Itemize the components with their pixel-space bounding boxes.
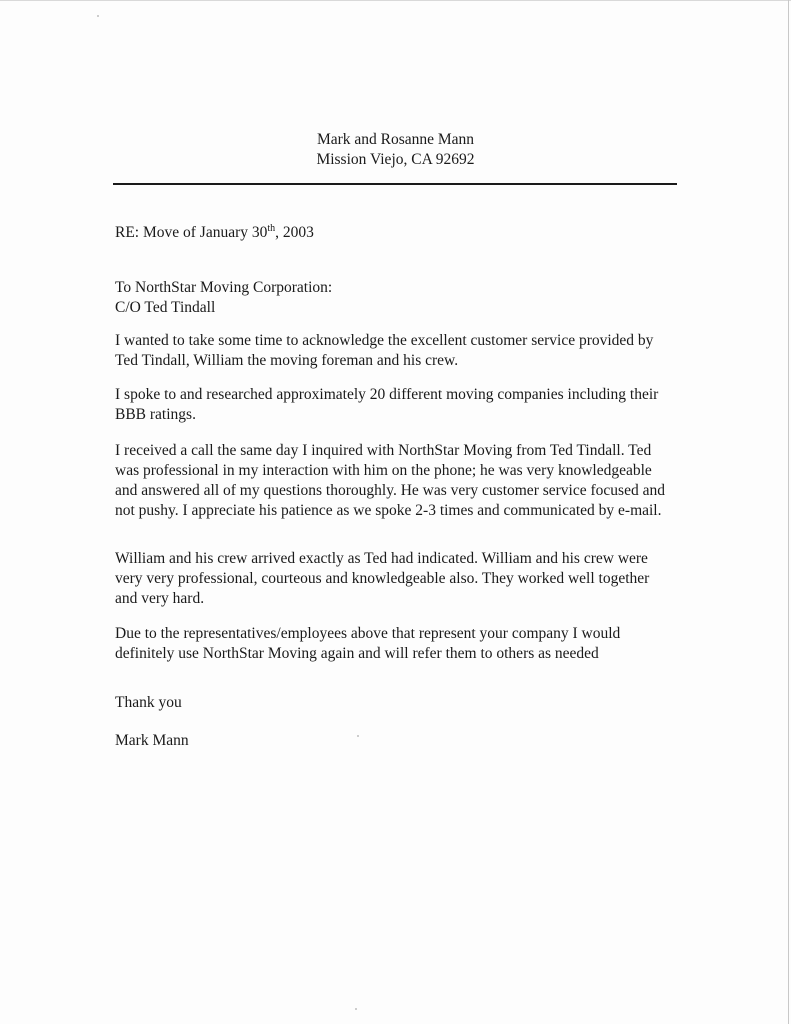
letterhead-address: Mission Viejo, CA 92692 [316, 151, 475, 168]
re-line [115, 223, 675, 243]
scan-edge-top [0, 0, 791, 1]
body-paragraph-2: I spoke to and researched approximately 20 different moving companies including their BBB ratings. [115, 386, 659, 423]
closing-thanks: Thank you [115, 694, 182, 711]
signature-name: Mark Mann [115, 732, 189, 749]
scan-speck [97, 15, 99, 17]
re-line-ordinal: th [267, 223, 276, 234]
re-line-prefix: RE: Move of January 30 [115, 224, 268, 241]
body-paragraph-4: William and his crew arrived exactly as Ted had indicated. William and his crew were very very professional, courteous and knowledgeable also. They worked well together and very hard. [115, 550, 650, 607]
letterhead [0, 130, 791, 170]
scan-speck [355, 1008, 357, 1010]
letterhead-divider [113, 183, 677, 185]
re-line-year: , 2003 [275, 224, 314, 241]
body-paragraph-3: I received a call the same day I inquired with NorthStar Moving from Ted Tindall. Ted was professional in my interaction with him on the phone; he was very knowledgeable and answered all of my questions thoroughly. He was very customer service focused and not pushy. I appreciate his patience as we spoke 2-3 times and communicated by e-mail. [115, 442, 665, 519]
scan-speck [357, 735, 359, 737]
recipient-attention: C/O Ted Tindall [115, 299, 216, 316]
body-paragraph-1: I wanted to take some time to acknowledge the excellent customer service provided by Ted Tindall, William the moving foreman and his crew. [115, 332, 654, 369]
recipient-company: To NorthStar Moving Corporation: [115, 279, 333, 296]
letterhead-name: Mark and Rosanne Mann [316, 131, 475, 148]
recipient-block [115, 278, 675, 318]
body-paragraph-5: Due to the representatives/employees above that represent your company I would definitely use NorthStar Moving again and will refer them to others as needed [115, 625, 621, 662]
